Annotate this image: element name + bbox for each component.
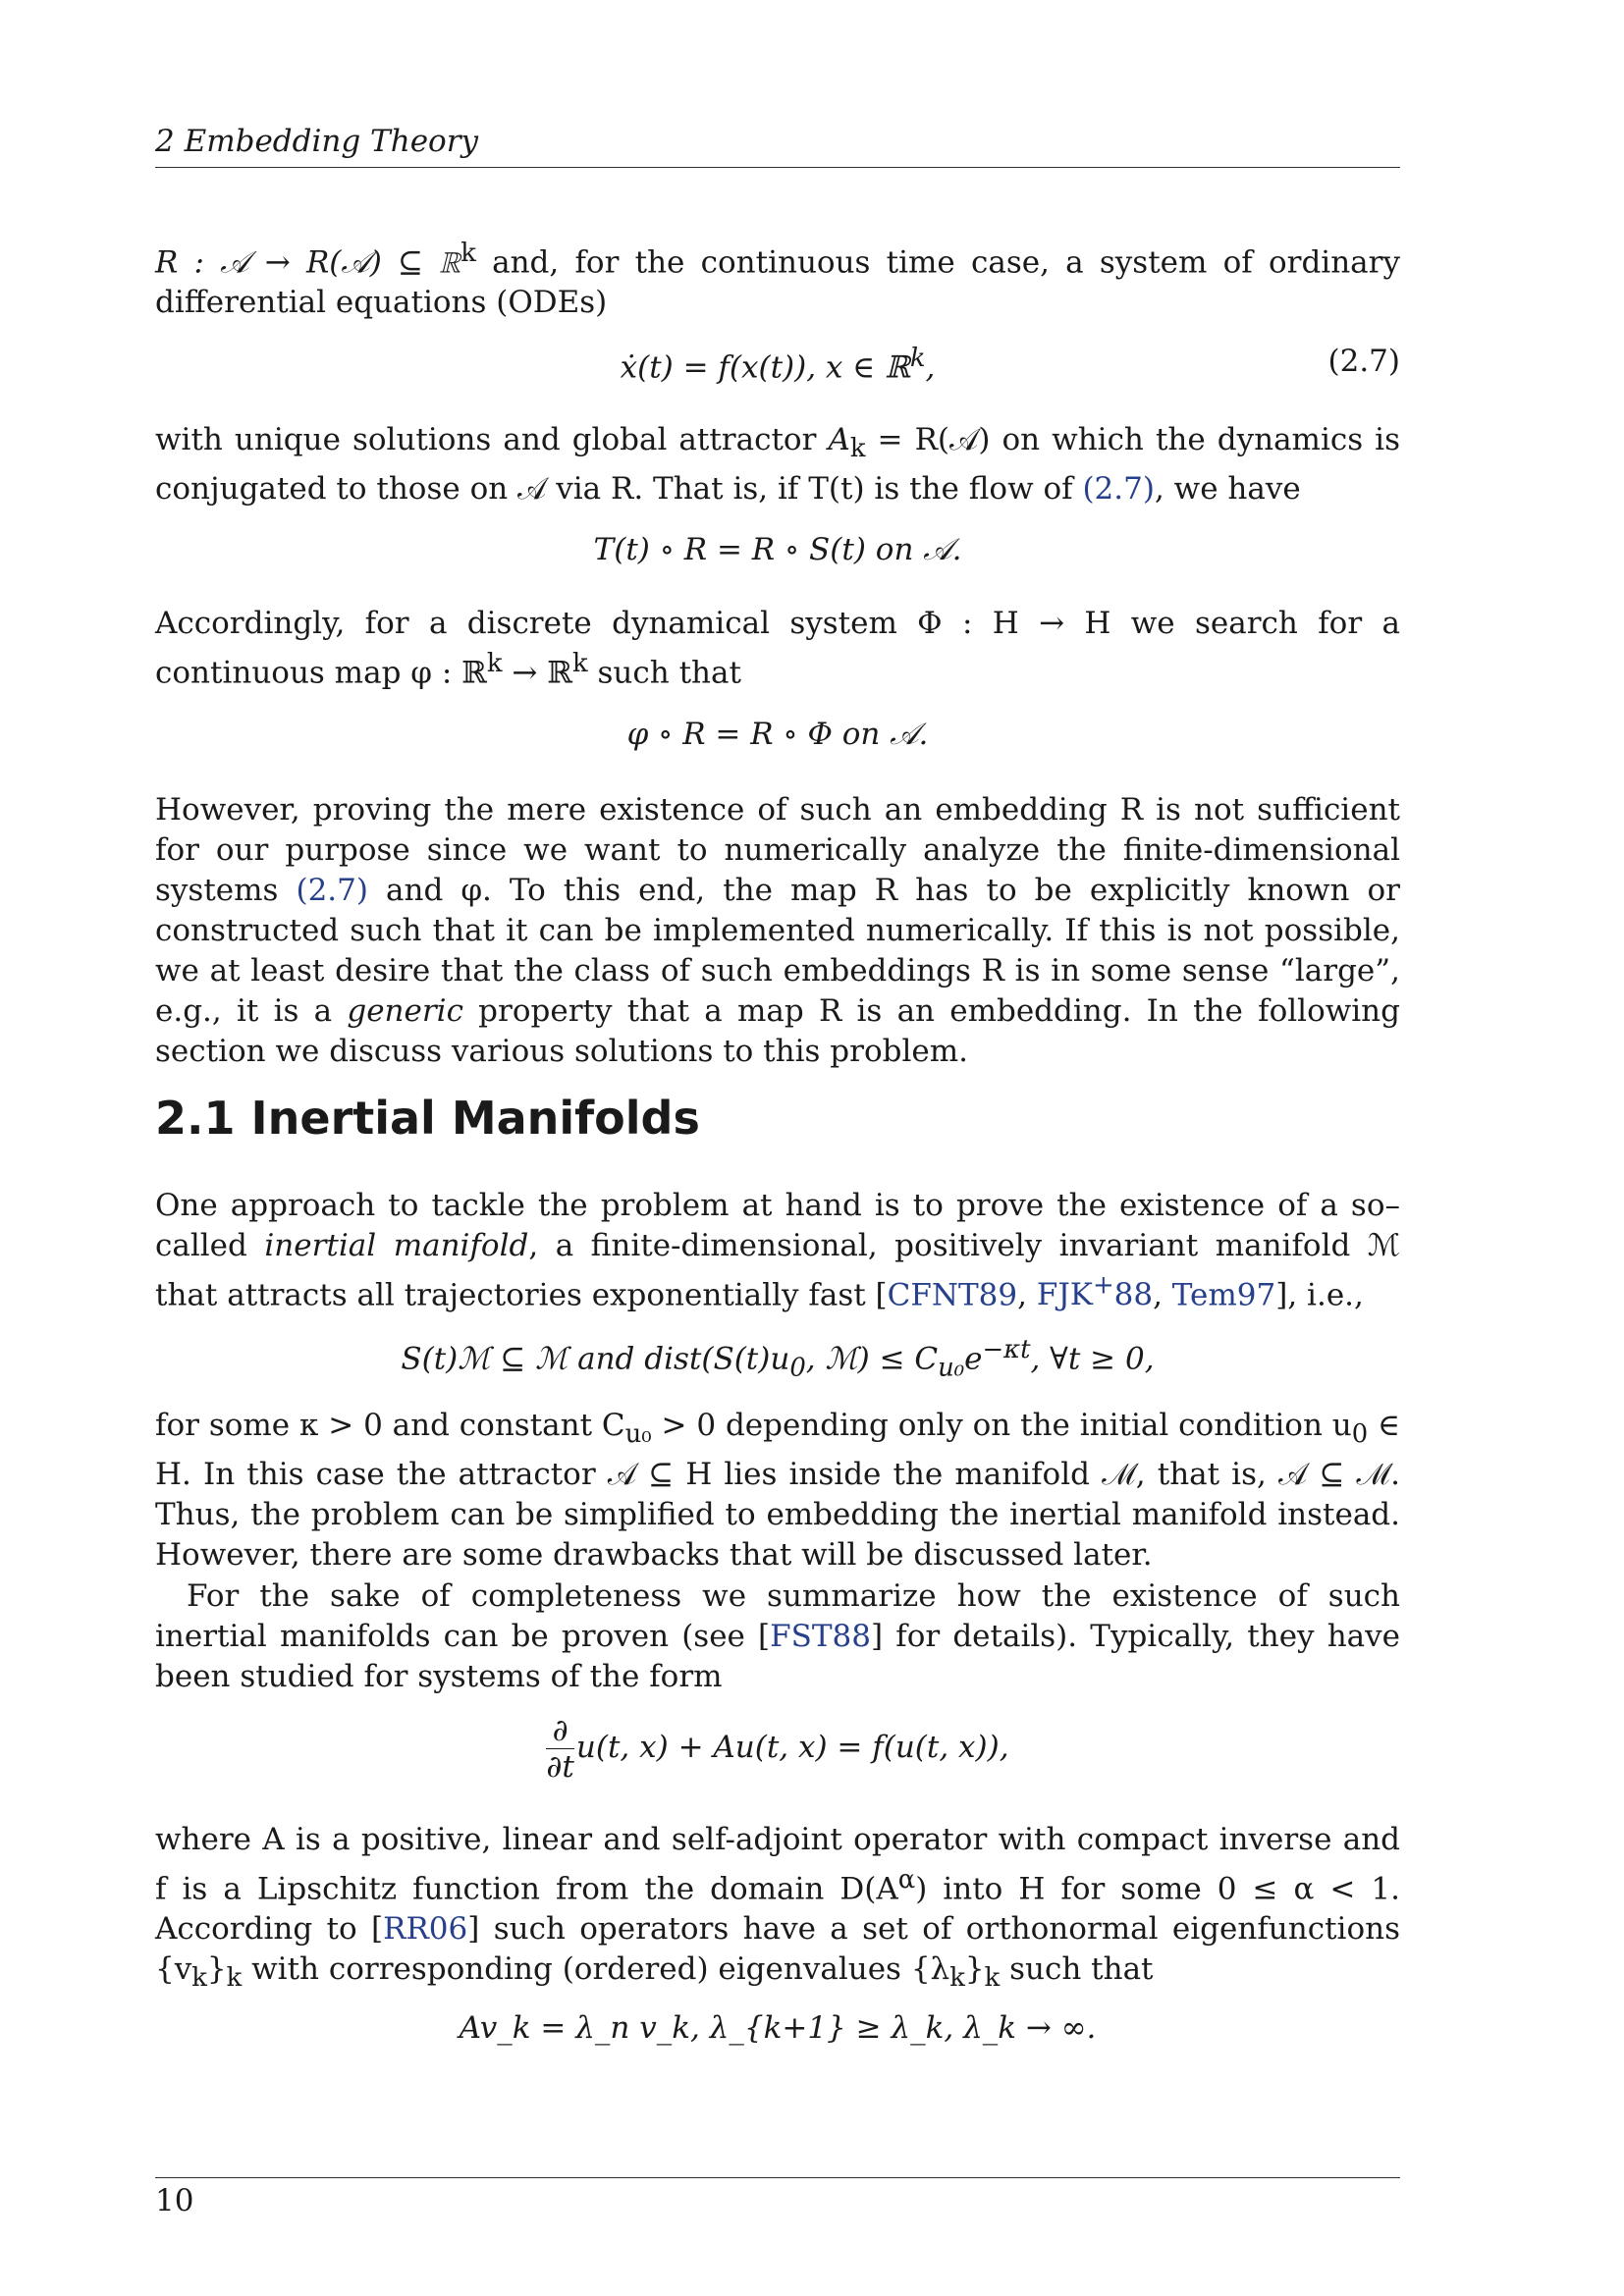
subscript: k [949,1963,965,1994]
paragraph-operator [155,1820,1400,2000]
text-span: for some κ > 0 and constant C [155,1408,625,1443]
equation-2-7 [155,344,1400,385]
subscript: k [849,434,866,464]
paragraph-attractor-inside [155,1406,1400,1575]
text-span: } [964,1951,985,1988]
text-span: property that a map R is an embedding. In the following section we discuss various solutions to this problem. [155,993,1400,1069]
math-inline: A [828,422,850,457]
text-span: , [1153,1277,1172,1313]
text-span: } [206,1951,227,1988]
text-span: However, proving the mere existence of such an embedding R is not sufficient for our purpose since we want to numerically analyze the finite-dimensional systems [155,792,1400,908]
equation-body: S(t)ℳ ⊆ ℳ and dist(S(t)u [401,1341,790,1377]
text-span: with unique solutions and global attractor [155,422,829,457]
equation-number: (2.7) [1327,344,1400,379]
subscript: u₀ [624,1419,652,1450]
citation-link[interactable]: FST88 [770,1619,871,1654]
equation-ref-link[interactable]: (2.7) [1082,471,1155,507]
equation-body: ẋ(t) = f(x(t)), x ∈ ℝ [620,349,910,386]
equation-ref-link[interactable]: (2.7) [296,873,368,908]
citation-text: 88 [1113,1277,1154,1313]
emphasis: inertial manifold [264,1228,529,1263]
equation-body: , ∀t ≥ 0, [1030,1341,1155,1377]
paragraph-completeness [155,1576,1400,1697]
paragraph-attractor [155,420,1400,509]
superscript: k [909,344,926,373]
equation-body: T(t) ∘ R = R ∘ S(t) on 𝒜. [593,532,962,567]
citation-link[interactable]: Tem97 [1171,1277,1276,1313]
text-span: , a finite-dimensional, positively invariant manifold ℳ that attracts all trajectories exponentially fast [ [155,1228,1400,1313]
paragraph-text: and, for the continuous time case, a system of ordinary differential equations (ODEs) [155,244,1400,321]
text-span: ∈ H. In this case the attractor 𝒜 ⊆ H lies inside the manifold ℳ, that is, 𝒜 ⊆ ℳ. Thus, the problem can be simplified to embedding the inertial manifold instead. However, there are some drawbacks that will be discussed later. [155,1408,1401,1574]
subscript: k [226,1963,243,1994]
citation-text: FJK [1036,1277,1093,1313]
equation-body: Av_k = λ_n v_k, λ_{k+1} ≥ λ_k, λ_k → ∞. [459,2010,1097,2046]
text-span: Accordingly, for a discrete dynamical system Φ : H → H we search for a continuous map φ : ℝ [155,606,1400,691]
text-span: ] such operators have a set of orthonormal eigenfunctions {v [155,1911,1400,1988]
text-span: > 0 depending only on the initial condition u [651,1408,1352,1443]
paragraph-purpose [155,790,1400,1072]
text-span: , we have [1154,471,1301,507]
text-span: ) into H for some 0 ≤ α < 1. According to [ [155,1871,1400,1948]
text-span: such that [587,655,741,691]
equation-body: e [964,1341,983,1377]
subscript: k [984,1963,1001,1994]
citation-link[interactable]: CFNT89 [887,1277,1018,1313]
superscript: α [897,1865,916,1895]
text-span: ], i.e., [1275,1277,1364,1313]
equation-inertial [155,1335,1400,1383]
superscript: + [1092,1271,1114,1301]
text-span: , [1017,1277,1037,1313]
superscript: −κt [982,1335,1031,1364]
text-span: For the sake of completeness we summarize how the existence of such inertial manifolds can be proven (see [ [155,1578,1400,1654]
text-span: where A is a positive, linear and self-adjoint operator with compact inverse and f is a Lipschitz function from the domain D(A [155,1822,1400,1907]
fraction [546,1713,574,1785]
running-title: 2 Embedding Theory [155,124,479,159]
citation-link[interactable]: RR06 [383,1911,468,1948]
fraction-denominator: ∂t [546,1749,574,1785]
superscript: k [486,649,503,678]
math-inline: R : 𝒜 → R(𝒜) ⊆ ℝ [155,244,461,281]
text-span: One approach to tackle the problem at hand is to prove the existence of a so–called [155,1188,1400,1263]
running-header [155,124,1400,168]
fraction-numerator: ∂ [546,1713,574,1749]
superscript: k [572,649,588,678]
citation-link[interactable] [1036,1271,1154,1313]
equation-conjugacy [155,532,1400,568]
paragraph-discrete [155,604,1400,693]
subscript: 0 [1351,1419,1369,1450]
footer-rule [155,2177,1400,2178]
equation-pde [155,1713,1400,1785]
subscript: k [191,1963,207,1994]
superscript: k [460,239,476,268]
text-span: and φ. To this end, the map R has to be explicitly known or constructed such that it can be implemented numerically. If this is not possible, we at least desire that the class of such embeddings R is in some sense “large”, e.g., it is a [155,873,1400,1029]
equation-tail: , [925,349,936,386]
text-span: ] for details). Typically, they have been studied for systems of the form [155,1619,1400,1694]
subscript: u₀ [938,1353,965,1383]
page-number: 10 [155,2183,194,2218]
text-span: such that [1000,1951,1154,1988]
text-span: → ℝ [502,655,572,691]
text-span: = R(𝒜) on which the dynamics is conjugated to those on 𝒜 via R. That is, if T(t) is the flow of [155,422,1401,507]
paragraph-intro [155,234,1400,323]
equation-body: , ℳ) ≤ C [805,1341,939,1377]
paragraph-inertial [155,1186,1400,1315]
section-heading: 2.1 Inertial Manifolds [155,1092,700,1145]
equation-body: u(t, x) + Au(t, x) = f(u(t, x)), [575,1730,1009,1765]
equation-eigen [155,2010,1400,2046]
subscript: 0 [789,1353,806,1383]
equation-body: φ ∘ R = R ∘ Φ on 𝒜. [626,717,929,752]
emphasis: generic [347,993,463,1029]
equation-phi [155,717,1400,753]
text-span: with corresponding (ordered) eigenvalues {λ [242,1951,950,1988]
